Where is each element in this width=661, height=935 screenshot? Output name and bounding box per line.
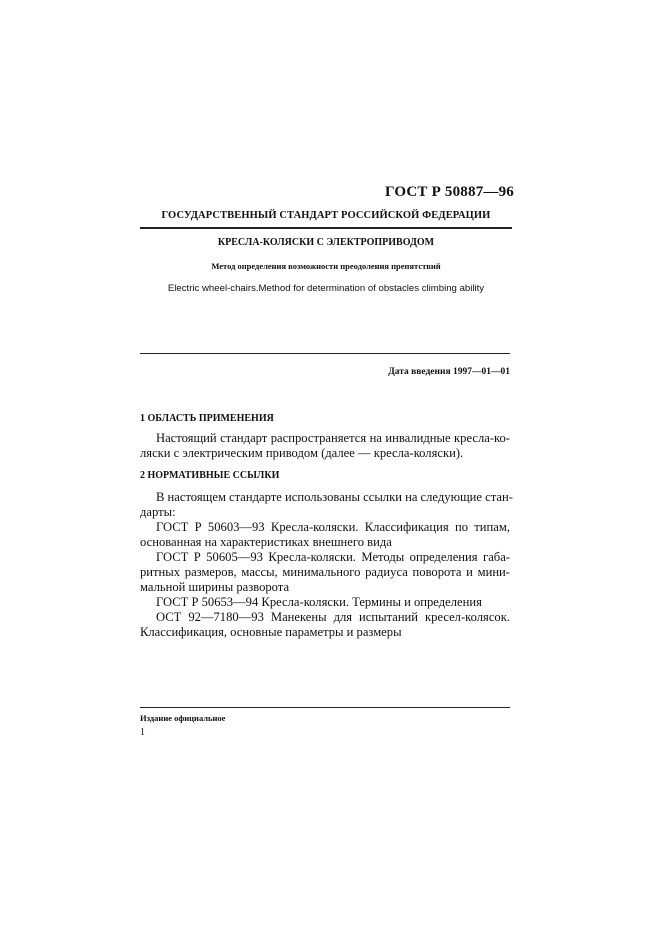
paragraph-line: ляски с электрическим приводом (далее — кресла-коляски). (140, 446, 464, 460)
state-standard-line: ГОСУДАРСТВЕННЫЙ СТАНДАРТ РОССИЙСКОЙ ФЕДЕРАЦИИ (161, 210, 491, 221)
footer-divider (140, 707, 510, 708)
official-edition-label: Издание официальное (140, 713, 226, 723)
page-number: 1 (140, 727, 145, 738)
document-subtitle: Метод определения возможности преодоления препятствий (211, 261, 441, 271)
reference-line: Классификация, основные параметры и размеры (140, 625, 402, 639)
reference-line: ГОСТ Р 50653—94 Кресла-коляски. Термины и определения (156, 595, 482, 609)
reference-line: ОСТ 92—7180—93 Манекены для испытаний кресел-колясок. (156, 610, 510, 624)
title-divider (140, 353, 510, 354)
english-title: Electric wheel-chairs.Method for determination of obstacles climbing ability (167, 283, 485, 294)
header-divider (140, 227, 512, 229)
reference-line: ГОСТ Р 50605—93 Кресла-коляски. Методы определения габа- (156, 550, 510, 564)
paragraph-line: дарты: (140, 505, 176, 519)
introduction-date: Дата введения 1997—01—01 (388, 367, 510, 377)
paragraph-line: В настоящем стандарте использованы ссылки на следующие стан- (156, 490, 513, 504)
reference-line: ГОСТ Р 50603—93 Кресла-коляски. Классификация по типам, (156, 520, 510, 534)
document-number: ГОСТ Р 50887—96 (384, 184, 514, 200)
document-title: КРЕСЛА-КОЛЯСКИ С ЭЛЕКТРОПРИВОДОМ (217, 237, 435, 248)
reference-line: ритных размеров, массы, минимального радиуса поворота и мини- (140, 565, 510, 579)
reference-line: мальной ширины разворота (140, 580, 290, 594)
section-heading-scope: 1 ОБЛАСТЬ ПРИМЕНЕНИЯ (140, 413, 274, 424)
paragraph-line: Настоящий стандарт распространяется на инвалидные кресла-ко- (156, 431, 510, 445)
reference-line: основанная на характеристиках внешнего вида (140, 535, 392, 549)
section-heading-references: 2 НОРМАТИВНЫЕ ССЫЛКИ (140, 470, 280, 481)
